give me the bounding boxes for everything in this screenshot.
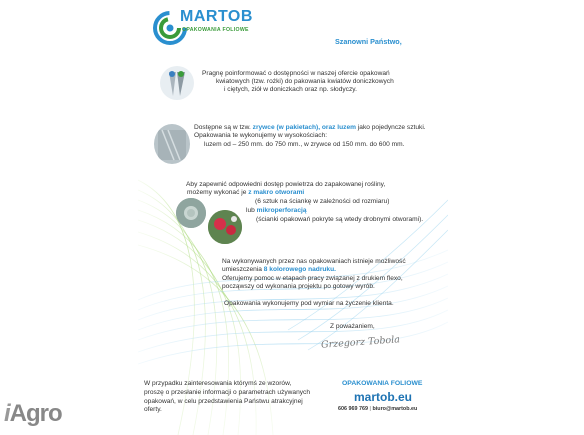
para2-highlight: zrywce (w pakietach), oraz luzem — [252, 124, 356, 131]
flower-cone-image-icon — [160, 66, 194, 100]
perforated-bag-image-icon — [176, 198, 206, 228]
flowers-image-icon — [208, 210, 242, 244]
flyer-page — [138, 0, 448, 435]
para4-line4: począwszy od wykonania projektu po gotowy wyrób. — [222, 283, 375, 290]
para3-line5: (ścianki opakowań pokryte są wtedy drobnymi otworami). — [256, 216, 424, 223]
print-highlight: 8 kolorowego nadruku. — [263, 266, 336, 273]
product-thumb-cones — [160, 66, 194, 100]
para4-line2: umieszczenia 8 kolorowego nadruku. — [222, 266, 336, 273]
footer-email[interactable]: biuro@martob.eu — [372, 406, 418, 412]
product-thumb-bag-stack — [154, 124, 190, 164]
para5: Opakowania wykonujemy pod wymiar na życzenie klienta. — [224, 300, 394, 307]
footer-line4: oferty. — [144, 406, 162, 413]
logo-name: MARTOB — [180, 8, 253, 25]
para2-line2: Opakowania te wykonujemy w wysokościach: — [194, 132, 328, 139]
para4-line1: Na wykonywanych przez nas opakowaniach istnieje możliwość — [222, 258, 406, 265]
product-thumb-flowers — [208, 210, 242, 244]
closing: Z poważaniem, — [330, 323, 375, 330]
logo-tagline: OPAKOWANIA FOLIOWE — [182, 27, 249, 33]
para1-line2: kwiatowych (tzw. rożki) do pakowania kwiatów doniczkowych — [216, 78, 394, 85]
iagro-watermark-logo: iAgro — [4, 400, 62, 427]
signature: Grzegorz Tobola — [320, 334, 401, 351]
footer-line2: proszę o przesłanie informacji o parametrach używanych — [144, 389, 311, 396]
footer-phone: 606 969 769 — [338, 406, 368, 412]
bag-stack-image-icon — [154, 124, 190, 164]
para1-line1: Pragnę poinformować o dostępności w naszej ofercie opakowań — [202, 70, 390, 77]
footer-website[interactable]: martob.eu — [354, 390, 413, 404]
macro-holes-highlight: z makro otworami — [248, 189, 305, 196]
greeting: Szanowni Państwo, — [335, 37, 402, 46]
para3-line1: Aby zapewnić odpowiedni dostęp powietrza do zapakowanej rośliny, — [186, 181, 386, 188]
para4-line3: Oferujemy pomoc w etapach pracy związanej z drukiem flexo, — [222, 275, 403, 282]
para1-line3: i ciętych, ziół w doniczkach oraz np. słodyczy. — [224, 86, 357, 93]
para2-line1: Dostępne są w tzw. zrywce (w pakietach), oraz luzem jako pojedyncze sztuki. — [194, 124, 426, 131]
product-thumb-macro-holes — [176, 198, 206, 228]
para3-line3: (6 sztuk na ściankę w zależności od rozmiaru) — [255, 198, 390, 205]
footer-line3: opakowań, w celu przedstawienia Państwu atrakcyjnej — [144, 398, 303, 405]
para3-line4: lub mikroperforacją — [246, 207, 307, 214]
footer-brand: OPAKOWANIA FOLIOWE — [342, 380, 423, 387]
footer-line1: W przypadku zainteresowania którymś ze wzorów, — [144, 380, 292, 387]
para2-line3: luzem od – 250 mm. do 750 mm., w zrywce od 150 mm. do 600 mm. — [204, 141, 405, 148]
footer-contact: 606 969 769 | biuro@martob.eu — [338, 406, 418, 412]
para3-line2: możemy wykonać je z makro otworami — [187, 189, 305, 196]
microperforation-highlight: mikroperforacją — [256, 207, 307, 214]
